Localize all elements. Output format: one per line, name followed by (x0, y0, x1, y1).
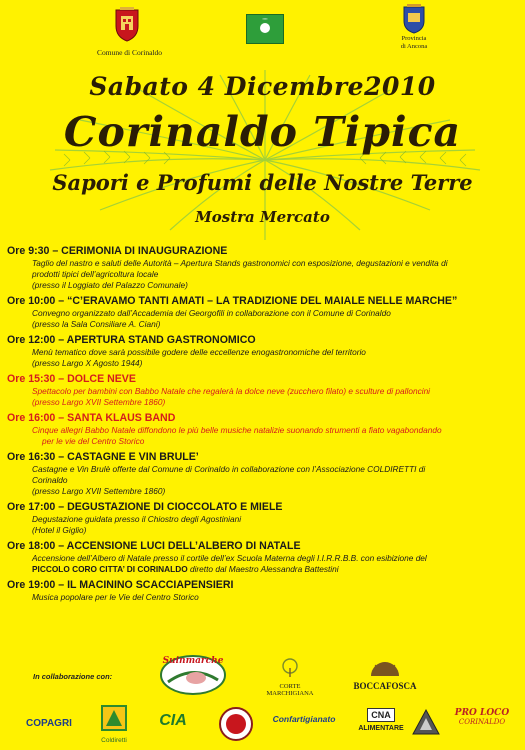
boccafosca-text: BOCCAFOSCA (353, 681, 417, 691)
corte-text-2: MARCHIGIANA (266, 690, 314, 697)
copagri-logo (26, 718, 72, 729)
desc-line: Cinque allegri Babbo Natale diffondono le più belle musiche natalizie suonando strumenti a fiato vagabondando (32, 425, 442, 435)
confartigianato-logo (264, 714, 344, 724)
coldiretti-text: Coldiretti (101, 737, 127, 744)
suinmarche-logo (158, 650, 228, 696)
event-stand (7, 334, 519, 369)
cna-logo (352, 705, 410, 732)
provincia-logo (394, 4, 434, 50)
provincia-caption-2: di Ancona (400, 43, 428, 50)
alimentare-text: ALIMENTARE (358, 725, 404, 732)
desc-line: (Hotel il Giglio) (32, 525, 87, 535)
event-date: Sabato 4 Dicembre2010 (89, 72, 436, 101)
comune-logo (97, 6, 162, 57)
provincia-crest-icon (401, 4, 427, 34)
desc-line: Castagne e Vin Brulè offerte dal Comune di Corinaldo in collaborazione con l’Associazione COLDIRETTI di (32, 464, 426, 474)
event-description (7, 258, 519, 291)
event-heading: Ore 16:30 – CASTAGNE E VIN BRULE’ (7, 451, 199, 463)
tree-icon (277, 658, 303, 678)
coro-director: diretto dal Maestro Alessandra Battestini (187, 564, 339, 574)
cna-text: CNA (367, 708, 395, 722)
event-description (7, 592, 519, 603)
piccolo-coro-logo (218, 706, 254, 742)
desc-line: prodotti tipici dell’agricoltura locale (32, 269, 159, 279)
comune-caption: Comune di Corinaldo (97, 48, 162, 57)
desc-line: Accensione dell’Albero di Natale presso il cortile dell’ex Scuola Materna degli I.I.R.R.B.B. con esibizione del (32, 553, 427, 563)
desc-line: Spettacolo per bambini con Babbo Natale che regalerà la dolce neve (zucchero filato) e sculture di palloncini (32, 386, 431, 396)
sponsors (0, 650, 525, 750)
corte-logo (262, 658, 318, 697)
event-convegno (7, 295, 519, 330)
proloco-text-1: PRO LOCO (454, 708, 510, 718)
comune-crest-icon (112, 6, 142, 42)
event-albero (7, 540, 519, 575)
event-santa-klaus (7, 412, 519, 447)
bandiera-verde-logo (246, 14, 284, 44)
proloco-logo (452, 708, 512, 726)
event-description (7, 553, 519, 575)
event-mostra: Mostra Mercato (195, 208, 330, 226)
schedule (7, 245, 519, 607)
event-heading: Ore 16:00 – SANTA KLAUS BAND (7, 412, 176, 424)
desc-line: (presso la Sala Consiliare A. Ciani) (32, 319, 161, 329)
event-description (7, 308, 519, 330)
corte-text-1: CORTE (279, 683, 301, 690)
event-heading: Ore 10:00 – “C’ERAVAMO TANTI AMATI – LA TRADIZIONE DEL MAIALE NELLE MARCHE” (7, 295, 458, 307)
coldiretti-logo (94, 704, 134, 744)
event-description (7, 347, 519, 369)
event-heading: Ore 15:30 – DOLCE NEVE (7, 373, 136, 385)
flag-emblem-icon (260, 23, 270, 33)
confartigianato-text: Confartigianato (272, 714, 336, 724)
event-dolce-neve (7, 373, 519, 408)
suinmarche-text: Suinmarche (162, 656, 224, 666)
event-heading: Ore 9:30 – CERIMONIA DI INAUGURAZIONE (7, 245, 228, 257)
event-castagne (7, 451, 519, 497)
event-macinino (7, 579, 519, 603)
desc-line: Corinaldo (32, 475, 68, 485)
desc-line: Taglio del nastro e saluti delle Autorità – Apertura Stands gastronomici con esposizione, degustazioni e vendita di (32, 258, 448, 268)
event-heading: Ore 17:00 – DEGUSTAZIONE DI CIOCCOLATO E MIELE (7, 501, 283, 513)
event-inaugurazione (7, 245, 519, 291)
desc-line (32, 564, 519, 575)
desc-line: (presso il Loggiato del Palazzo Comunale) (32, 280, 188, 290)
event-heading: Ore 19:00 – IL MACININO SCACCIAPENSIERI (7, 579, 234, 591)
event-description (7, 386, 519, 408)
cia-text: CIA (159, 712, 187, 729)
coldiretti-icon (100, 704, 128, 732)
proloco-text-2: CORINALDO (458, 718, 506, 726)
copagri-text: COPAGRI (26, 718, 72, 729)
desc-line: Menù tematico dove sarà possibile godere delle eccellenze enogastronomiche del territorio (32, 347, 366, 357)
event-title: Corinaldo Tipica (63, 108, 462, 156)
desc-line: Degustazione guidata presso il Chiostro degli Agostiniani (32, 514, 242, 524)
event-heading: Ore 18:00 – ACCENSIONE LUCI DELL’ALBERO DI NATALE (7, 540, 301, 552)
desc-line: per le vie del Centro Storico (42, 436, 145, 446)
desc-line: Musica popolare per le Vie del Centro Storico (32, 592, 199, 602)
desc-line: (presso Largo XVII Settembre 1860) (32, 397, 166, 407)
desc-line: (presso Largo XVII Settembre 1860) (32, 486, 166, 496)
event-description (7, 514, 519, 536)
desc-line: (presso Largo X Agosto 1944) (32, 358, 143, 368)
sun-icon (367, 662, 403, 676)
seal-icon (218, 706, 254, 742)
event-description (7, 464, 519, 497)
event-heading: Ore 12:00 – APERTURA STAND GASTRONOMICO (7, 334, 256, 346)
provincia-caption-1: Provincia (401, 35, 427, 42)
flag-text: ▪▪▪▪ (262, 17, 268, 21)
desc-line: Convegno organizzato dall’Accademia dei Georgofili in collaborazione con il Comune di Corinaldo (32, 308, 391, 318)
boccafosca-logo (350, 662, 420, 691)
event-description (7, 425, 519, 447)
event-cioccolato (7, 501, 519, 536)
coro-name: PICCOLO CORO CITTA’ DI CORINALDO (32, 564, 188, 574)
collab-label: In collaborazione con: (33, 672, 113, 681)
emblem-icon (411, 708, 441, 736)
emblem-logo (410, 708, 442, 738)
cia-logo (155, 712, 191, 730)
event-subtitle: Sapori e Profumi delle Nostre Terre (52, 170, 473, 195)
